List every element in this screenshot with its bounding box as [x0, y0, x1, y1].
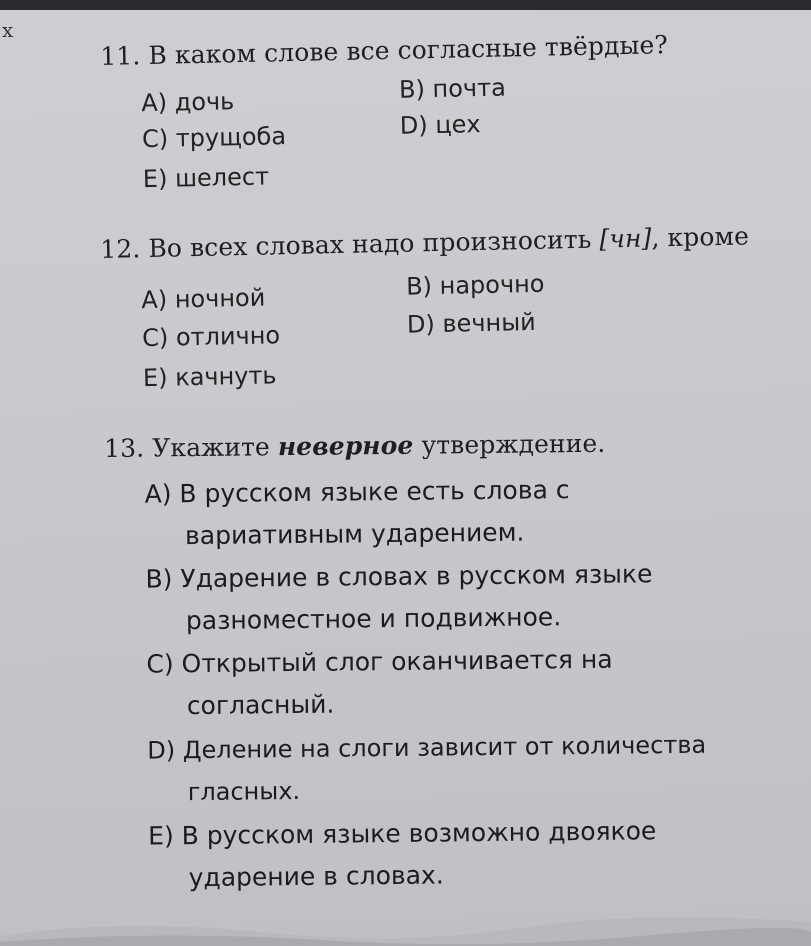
question-number: 13. [104, 433, 145, 463]
option-line-1: D) Деление на слоги зависит от количества [147, 730, 707, 765]
option-line-2: ударение в словах. [188, 860, 444, 893]
option-b: B) почта [398, 73, 507, 104]
question-title [100, 30, 668, 71]
question-title [100, 221, 749, 264]
option-line-1: C) Открытый слог оканчивается на [146, 644, 613, 679]
option-a: A) ночной [141, 283, 266, 315]
option-d: D) цех [399, 110, 481, 140]
option-c: C) трущоба [141, 122, 287, 154]
option-e [148, 810, 657, 899]
question-text-after: , кроме [651, 221, 750, 253]
corner-mark: x [2, 18, 14, 42]
question-number: 11. [100, 41, 141, 71]
question-11 [100, 30, 669, 194]
question-text-after: утверждение. [413, 428, 606, 460]
option-b [145, 553, 653, 642]
option-e: E) шелест [142, 162, 270, 194]
question-title [104, 429, 605, 463]
question-text-before: Во всех словах надо произносить [148, 224, 600, 263]
option-d: D) вечный [406, 307, 537, 339]
question-12 [100, 221, 750, 393]
sound-notation: [чн] [599, 223, 652, 254]
question-number: 12. [100, 234, 141, 264]
option-line-2: вариативным ударением. [184, 517, 525, 551]
option-line-1: E) В русском языке возможно двоякое [148, 816, 657, 851]
option-line-1: B) Ударение в словах в русском языке [145, 559, 653, 594]
page-bottom-decoration [0, 906, 811, 946]
option-line-2: гласных. [187, 776, 301, 807]
page-top-edge [0, 0, 811, 10]
option-a [144, 469, 570, 557]
option-c [146, 639, 613, 728]
option-e: E) качнуть [142, 361, 277, 393]
question-text: В каком слове все согласные твёрдые? [148, 30, 669, 70]
option-a: A) дочь [140, 87, 235, 118]
option-line-1: A) В русском языке есть слова с [144, 475, 570, 509]
question-13 [104, 428, 707, 893]
question-text-before: Укажите [152, 432, 279, 463]
emphasized-word: неверное [277, 430, 414, 462]
option-d [147, 724, 707, 814]
option-c: C) отлично [141, 321, 281, 353]
option-line-2: разноместное и подвижное. [185, 602, 562, 636]
option-b: B) нарочно [405, 269, 545, 301]
option-line-2: согласный. [186, 689, 335, 721]
